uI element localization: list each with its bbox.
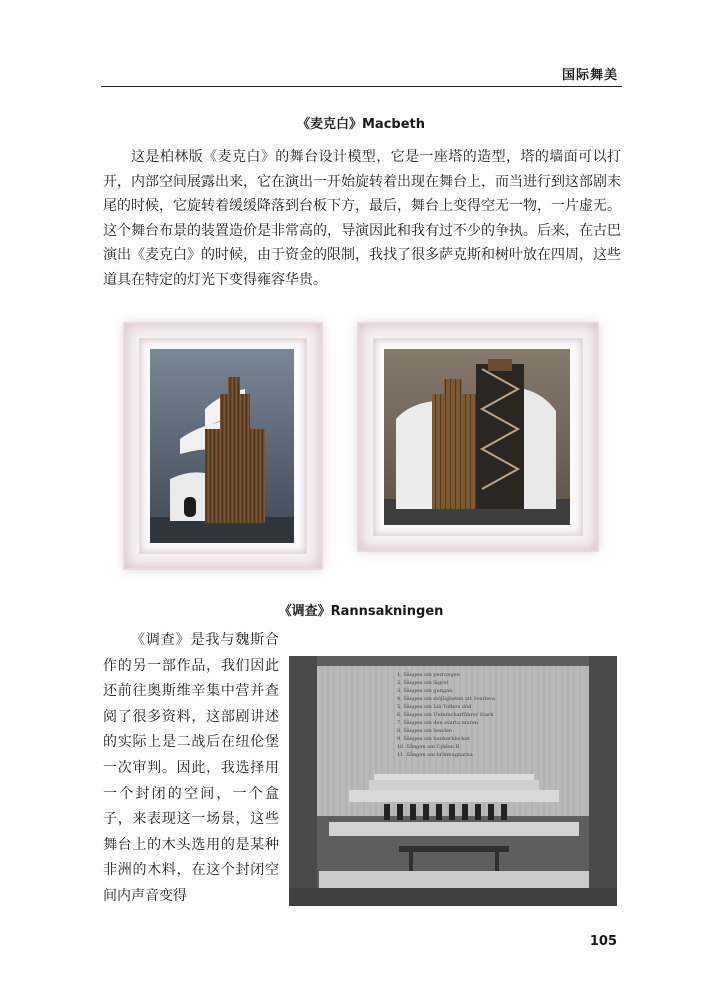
wall-line-5: 5. Sången om Lili Toflers död [397, 704, 472, 710]
opened-tower-photo [384, 349, 572, 525]
wall-line-6: 6. Sången om Unterscharführer Stark [397, 712, 494, 718]
page-number: 105 [589, 934, 617, 949]
header-section-title: 国际舞美 [561, 68, 618, 83]
tower-model-photo-frame [123, 322, 323, 570]
courtroom-stage-photo [289, 656, 617, 906]
wall-line-8: 8. Sången om fenolen [397, 728, 453, 734]
macbeth-paragraph: 这是柏林版《麦克白》的舞台设计模型，它是一座塔的造型，塔的墙面可以打开，内部空间展露出来，它在演出一开始旋转着出现在舞台上，而当进行到这部剧末尾的时候，它旋转着缓缓降落到台板下方，最后，舞台上变得空无一物，一片虚无。这个舞台布景的装置造价是非常高的，导演因此和我有过不少的争执。后来，在古巴演出《麦克白》的时候，由于资金的限制，我找了很多萨克斯和树叶放在四周，这些道具在特定的灯光下变得雍容华贵。 [103, 149, 621, 288]
wall-line-1: 1. Sången om perrongen [397, 672, 460, 678]
wall-line-11: 11. Sången om brännugnarna [397, 752, 473, 758]
investigation-paragraph: 《调查》是我与魏斯合作的另一部作品，我们因此还前往奥斯维辛集中营并查阅了很多资料，这部剧讲述的实际上是二战后在纽伦堡一次审判。因此，我选择用一个封闭的空间，一个盒子，来表现这一场景，这些舞台上的木头选用的是某种非洲的木料，在这个封闭空间内声音变得 [103, 632, 279, 904]
opened-tower-photo-frame [357, 322, 599, 552]
wall-line-4: 4. Sången om möjligheten att överleva [397, 696, 496, 702]
wall-line-3: 3. Sången om gungan [397, 688, 453, 694]
macbeth-title: 《麦克白》Macbeth [296, 117, 425, 132]
tower-model-photo [150, 349, 296, 543]
running-header [101, 64, 622, 87]
wall-line-9: 9. Sången om bunkerblocket [397, 736, 470, 742]
wall-line-10: 10. Sången om Cyklon B [397, 744, 460, 750]
wall-line-2: 2. Sången om lägret [397, 680, 449, 686]
wall-line-7: 7. Sången om den svarta muren [397, 720, 479, 726]
investigation-title: 《调查》Rannsakningen [278, 604, 444, 619]
